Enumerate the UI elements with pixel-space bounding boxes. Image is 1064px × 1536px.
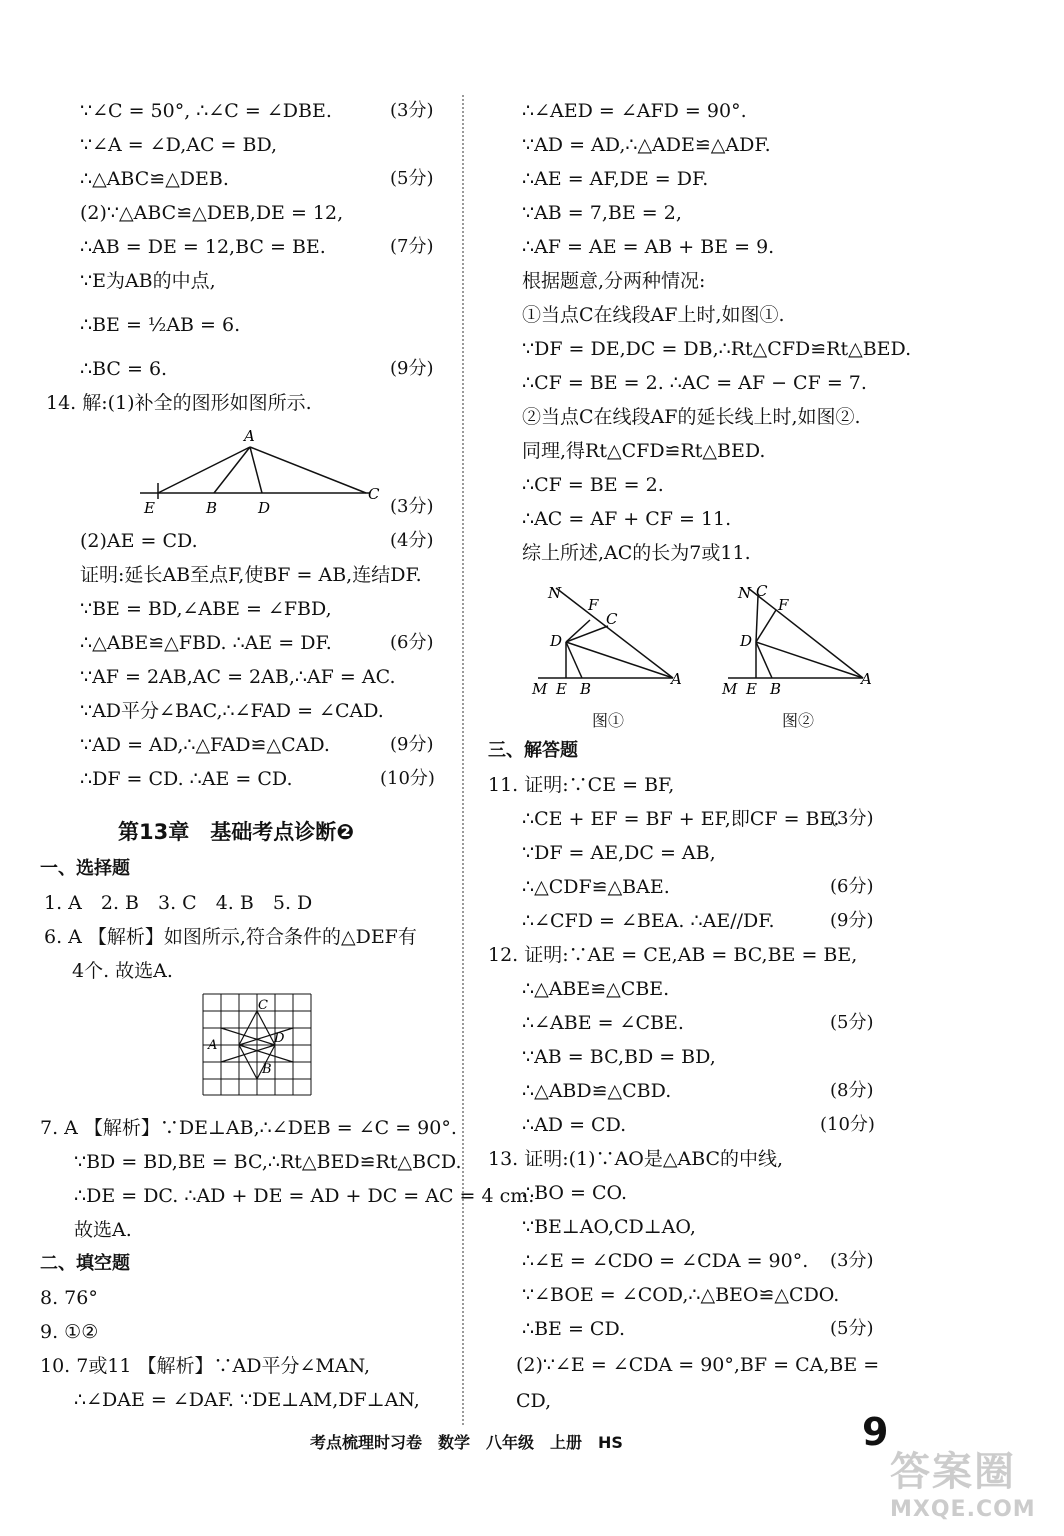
text-line: ∴△ABE≌△CBE. bbox=[522, 978, 670, 1000]
text-line: ∵E为AB的中点, bbox=[80, 270, 216, 292]
text-line: ∴BO = CO. bbox=[522, 1182, 628, 1204]
text-line: 11. 证明:∵CE = BF, bbox=[488, 774, 675, 796]
score: (9分) bbox=[390, 734, 434, 755]
text-line: ∵AD平分∠BAC,∴∠FAD = ∠CAD. bbox=[80, 700, 384, 722]
score: (9分) bbox=[830, 910, 874, 931]
column-divider bbox=[462, 95, 464, 1425]
figure-caption: 图① bbox=[592, 711, 625, 730]
text-line: ∴AF = AE = AB + BE = 9. bbox=[522, 236, 775, 258]
label-e: E bbox=[144, 499, 155, 517]
seg-ac bbox=[250, 447, 366, 493]
label-b: B bbox=[206, 499, 218, 517]
page-number: 9 bbox=[862, 1410, 889, 1454]
text-line: 根据题意,分两种情况: bbox=[522, 270, 706, 292]
text-line: 7. A 【解析】∵DE⊥AB,∴∠DEB = ∠C = 90°. bbox=[40, 1117, 457, 1139]
text-line: 10. 7或11 【解析】∵AD平分∠MAN, bbox=[40, 1355, 371, 1377]
label-a: A bbox=[861, 670, 872, 688]
label-b: B bbox=[580, 680, 592, 698]
section-heading: 三、解答题 bbox=[488, 740, 578, 761]
label-d: D bbox=[550, 632, 563, 650]
label-f: F bbox=[588, 596, 599, 614]
text-line: ∴AB = DE = 12,BC = BE. bbox=[80, 236, 326, 258]
label-m: M bbox=[532, 680, 548, 698]
text-line: ∵AB = 7,BE = 2, bbox=[522, 202, 682, 224]
label-e: E bbox=[746, 680, 757, 698]
figure-caption: 图② bbox=[782, 711, 815, 730]
score: (5分) bbox=[390, 168, 434, 189]
text-line: ①当点C在线段AF上时,如图①. bbox=[522, 304, 785, 326]
text-line: ∴BC = 6. bbox=[80, 358, 168, 380]
text-line: ∴∠E = ∠CDO = ∠CDA = 90°. bbox=[522, 1250, 809, 1272]
text-line: ∴CE + EF = BF + EF,即CF = BE. bbox=[522, 808, 840, 830]
score: (3分) bbox=[830, 808, 874, 829]
text-line: (2)∵∠E = ∠CDA = 90°,BF = CA,BE = bbox=[516, 1354, 880, 1376]
text-line: ∵AD = AD,∴△ADE≌△ADF. bbox=[522, 134, 771, 156]
text-line: ∴△ABE≌△FBD. ∴AE = DF. bbox=[80, 632, 332, 654]
score: (6分) bbox=[390, 632, 434, 653]
text-line: (2)AE = CD. bbox=[80, 530, 198, 552]
text-line: ∴AD = CD. bbox=[522, 1114, 627, 1136]
text-line: ②当点C在线段AF的延长线上时,如图②. bbox=[522, 406, 861, 428]
text-line: CD, bbox=[516, 1390, 552, 1412]
footer-text: 考点梳理时习卷 数学 八年级 上册 HS bbox=[310, 1433, 623, 1452]
score: (3分) bbox=[390, 496, 434, 517]
text-line: ∴△ABC≌△DEB. bbox=[80, 168, 229, 190]
text-line: 9. ①② bbox=[40, 1321, 99, 1343]
text-line: ∴∠AED = ∠AFD = 90°. bbox=[522, 100, 747, 122]
text-line: ∴DF = CD. ∴AE = CD. bbox=[80, 768, 293, 790]
label-m: M bbox=[722, 680, 738, 698]
text-line: 1. A 2. B 3. C 4. B 5. D bbox=[44, 892, 313, 914]
label-f: F bbox=[778, 596, 789, 614]
text-line: ∴△CDF≌△BAE. bbox=[522, 876, 670, 898]
watermark bbox=[890, 1440, 1060, 1530]
text-line: ∵BD = BD,BE = BC,∴Rt△BED≌Rt△BCD. bbox=[74, 1151, 462, 1173]
text-line: ∵AB = BC,BD = BD, bbox=[522, 1046, 716, 1068]
label-c: C bbox=[368, 485, 380, 503]
text-line: ∴∠DAE = ∠DAF. ∵DE⊥AM,DF⊥AN, bbox=[74, 1389, 420, 1411]
label-c: C bbox=[606, 610, 618, 628]
score: (6分) bbox=[830, 876, 874, 897]
score: (4分) bbox=[390, 530, 434, 551]
label-b: B bbox=[770, 680, 782, 698]
text-line: ∵∠A = ∠D,AC = BD, bbox=[80, 134, 278, 156]
label-a: A bbox=[244, 427, 255, 445]
label-n: N bbox=[738, 584, 752, 602]
text-line: ∴BE = CD. bbox=[522, 1318, 626, 1340]
text-line: ∴AC = AF + CF = 11. bbox=[522, 508, 732, 530]
text-line: ∵∠BOE = ∠COD,∴△BEO≌△CDO. bbox=[522, 1284, 840, 1306]
figure-14 bbox=[130, 425, 390, 520]
label-d: D bbox=[274, 1031, 285, 1046]
text-line: 13. 证明:(1)∵AO是△ABC的中线, bbox=[488, 1148, 784, 1170]
label-e: E bbox=[556, 680, 567, 698]
figure-1 bbox=[528, 580, 688, 700]
text-line: 证明:延长AB至点F,使BF = AB,连结DF. bbox=[80, 564, 422, 586]
seg-ab bbox=[214, 447, 250, 493]
score: (10分) bbox=[380, 768, 435, 789]
text-line: ∵AD = AD,∴△FAD≌△CAD. bbox=[80, 734, 330, 756]
score: (7分) bbox=[390, 236, 434, 257]
watermark-text: 答案圈 bbox=[890, 1449, 1016, 1495]
label-c: C bbox=[258, 998, 268, 1013]
text-line: ∴DE = DC. ∴AD + DE = AD + DC = AC = 4 cm. bbox=[74, 1185, 535, 1207]
label-b: B bbox=[262, 1062, 272, 1077]
figure-2 bbox=[718, 580, 878, 700]
text-line: ∵BE = BD,∠ABE = ∠FBD, bbox=[80, 598, 332, 620]
grid-figure bbox=[202, 993, 314, 1097]
text-line: (2)∵△ABC≌△DEB,DE = 12, bbox=[80, 202, 344, 224]
text-line: 故选A. bbox=[74, 1219, 132, 1241]
text-line: 综上所述,AC的长为7或11. bbox=[522, 542, 751, 564]
text-line: ∴∠CFD = ∠BEA. ∴AE//DF. bbox=[522, 910, 775, 932]
score: (9分) bbox=[390, 358, 434, 379]
text-line: 4个. 故选A. bbox=[72, 960, 173, 982]
text-line: ∴△ABD≌△CBD. bbox=[522, 1080, 672, 1102]
text-line: 12. 证明:∵AE = CE,AB = BC,BE = BE, bbox=[488, 944, 858, 966]
text-line: ∴∠ABE = ∠CBE. bbox=[522, 1012, 684, 1034]
score: (3分) bbox=[830, 1250, 874, 1271]
text-line: 8. 76° bbox=[40, 1287, 98, 1309]
score: (10分) bbox=[820, 1114, 875, 1135]
text-line: ∵AF = 2AB,AC = 2AB,∴AF = AC. bbox=[80, 666, 396, 688]
text-line: 6. A 【解析】如图所示,符合条件的△DEF有 bbox=[44, 926, 417, 948]
text-line: ∵DF = AE,DC = AB, bbox=[522, 842, 716, 864]
text-line: ∴BE = ½AB = 6. bbox=[80, 314, 241, 336]
text-line: 14. 解:(1)补全的图形如图所示. bbox=[46, 392, 312, 414]
chapter-title: 第13章 基础考点诊断❷ bbox=[118, 820, 355, 844]
score: (5分) bbox=[830, 1318, 874, 1339]
seg-ae bbox=[158, 447, 250, 493]
score: (8分) bbox=[830, 1080, 874, 1101]
section-heading: 二、填空题 bbox=[40, 1253, 130, 1274]
grid-lines bbox=[203, 994, 311, 1095]
label-n: N bbox=[548, 584, 562, 602]
watermark-url: MXQE.COM bbox=[890, 1497, 1036, 1522]
label-a: A bbox=[671, 670, 682, 688]
text-line: ∴CF = BE = 2. bbox=[522, 474, 664, 496]
section-heading: 一、选择题 bbox=[40, 858, 130, 879]
text-line: ∴AE = AF,DE = DF. bbox=[522, 168, 709, 190]
score: (5分) bbox=[830, 1012, 874, 1033]
text-line: ∵DF = DE,DC = DB,∴Rt△CFD≌Rt△BED. bbox=[522, 338, 912, 360]
score: (3分) bbox=[390, 100, 434, 121]
text-line: ∵∠C = 50°, ∴∠C = ∠DBE. bbox=[80, 100, 332, 122]
text-line: ∴CF = BE = 2. ∴AC = AF − CF = 7. bbox=[522, 372, 867, 394]
label-d: D bbox=[258, 499, 271, 517]
label-a: A bbox=[208, 1038, 218, 1053]
label-d: D bbox=[740, 632, 753, 650]
text-line: 同理,得Rt△CFD≌Rt△BED. bbox=[522, 440, 766, 462]
seg-ad bbox=[250, 447, 262, 493]
text-line: ∵BE⊥AO,CD⊥AO, bbox=[522, 1216, 696, 1238]
label-c: C bbox=[756, 582, 768, 600]
